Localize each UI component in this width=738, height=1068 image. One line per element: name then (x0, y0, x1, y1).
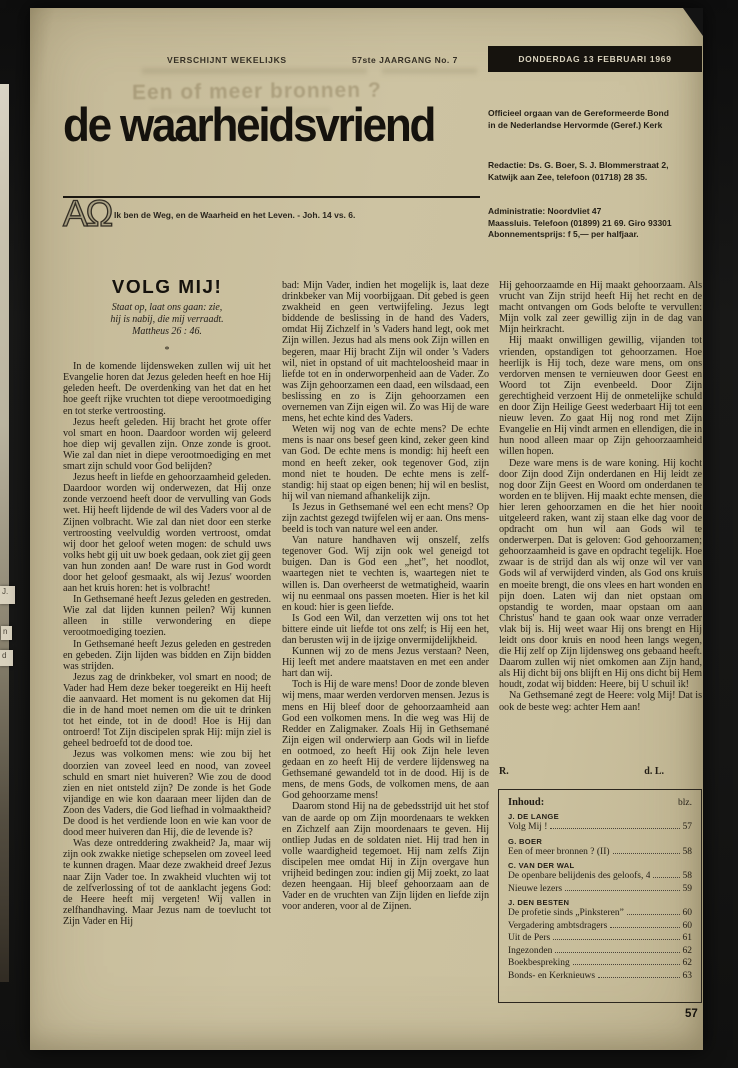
toc-entry-title: De profetie sinds „Pinksteren” (508, 908, 624, 918)
toc-entry-page: 60 (682, 920, 692, 931)
toc-entry-page: 61 (682, 933, 692, 943)
toc-entry (508, 970, 692, 983)
article-body-col1 (63, 361, 271, 927)
toc-entry-title: Boekbespreking (508, 958, 570, 968)
article-paragraph: Van nature handhaven wij onszelf, zelfs tegenover God. Wij zijn ook wel geneigd tot buigen. Dan is God een „het”, het noodlot, waartegen niet te vechten is, waartegen niet te willen is. Dan overheerst de wetmatigheid, waarin wij nu eenmaal ons passen moeten. Hier is het kil en koud: hier is geen liefde. (282, 535, 489, 613)
toc-entry-page: 58 (682, 871, 692, 881)
toc-entry (508, 846, 692, 859)
article-paragraph: Jezus zag de drinkbeker, vol smart en nood; de Vader had Hem deze beker toegereikt en Hij heeft die aanvaard. Het moment is nu gekomen dat Hij die in de hand moet nemen om die uit te drinken tot het einde, tot in de dood! Hoe is Hij dan ontroerd! Tot Zijn discipelen sprak Hij: mijn ziel is geheel bedroefd tot de dood toe. (63, 671, 271, 750)
article-paragraph: Deze ware mens is de ware koning. Hij kocht door Zijn dood Zijn onderdanen en Hij leidt ze nog door Zijn Geest en Woord om onderdanen te worden en te blijven. Hij maakt echte mensen, die hier leren gehoorzamen en die het hier nooit uitgeleerd raken, want zij staan elke dag voor de opdracht om hun wil aan Gods wil te onderwerpen. Dat is geloven: God gehoorzamen; gehoorzaamheid is gave en opdracht tegelijk. Hoe zwaar is de strijd dan als wij onze wil ver van Gods wil af verwijderd vinden, als God ons kruis en moeite brengt, die ons vlees en hart wonden en pijn doen. Laten wij dan niet opstaan om opstandig te worden, maar opstaan om aan Christus' hand te gaan ook waar onze verrader vlak bij is. Hij weet waar Hij ons brengt en Hij leidt ons door kruis en nood heen langs wegen, die Hij zelf op Zijn lijdensweg ons gebaand heeft. Daarom zullen wij niet omkomen aan Zijn hand, als Hij dicht bij ons blijft en Hij ons dicht bij Hem houdt, zodat wij bidden: Heere, bij U schuil ik! (499, 457, 702, 691)
article-paragraph: In de komende lijdensweken zullen wij uit het Evangelie horen dat Jezus geleden heeft en hoe Hij geleden heeft. De overdenking van het dat en het hoe geeft rijke vruchten tot diepe verootmoediging en tot sterke vertroosting. (63, 361, 271, 417)
toc-entry (508, 945, 692, 958)
ghost-showthrough-smudge (382, 68, 477, 74)
article-paragraph: Kunnen wij zo de mens Jezus verstaan? Neen, Hij leeft met andere maatstaven en met een ander hart dan wij. (282, 646, 489, 680)
article-title: VOLG MIJ! (111, 280, 223, 298)
masthead-rule (63, 196, 480, 198)
toc-entry-page: 57 (682, 822, 692, 832)
article-column-2 (282, 280, 489, 1016)
toc-entry-title: Nieuwe lezers (508, 883, 563, 894)
ghost-showthrough-text: Een of meer bronnen ? (131, 78, 382, 105)
page-corner-tear (683, 8, 703, 36)
administratie-line: Maassluis. Telefoon (01899) 21 69. Giro 93301 (488, 217, 672, 228)
toc-entry-title: Ingezonden (508, 945, 553, 956)
toc-entry-page: 58 (682, 846, 692, 857)
article-paragraph: bad: Mijn Vader, indien het mogelijk is, laat deze drinkbeker van Mij voorbijgaan. Dit gebed is geen zwakheid en geen vertwijfeling. Jezus legt biddende de beslissing in de hand des Vaders, omdat Hij Zichzelf in 's Vaders hand legt, ook met Zijn willen. Jezus had als mens ook Zijn willen en begeren, maar Hij bracht Zijn wil onder 's Vaders wil, niet in opstand of uit machteloosheid maar in liefde tot en in onderworpenheid aan de Vader. Zo was Zijn gehoorzamen een daad, een wilsdaad, een beslissing en zo is Zijn gehoorzamen een overnemen van Zijn eigen wil. Zo was Hij de ware mens, het echte kind des Vaders. (282, 280, 489, 425)
toc-author: G. BOER (508, 836, 543, 846)
section-divider: * (164, 345, 170, 357)
toc-entry-title: Volg Mij ! (508, 822, 548, 832)
article-paragraph: Is Jezus in Gethsemané wel een echt mens? Op zijn zachtst gezegd twijfelen wij er aan. Ons mens-beeld is toch van nature wel een ander. (282, 501, 489, 536)
official-organ-note (488, 108, 702, 131)
redactie-block (488, 160, 702, 183)
toc-entry-title: Uit de Pers (508, 933, 551, 943)
margin-fragment: n (1, 626, 12, 640)
toc-leader-dots (553, 932, 679, 940)
masthead-title: de waarheidsvriend (63, 98, 435, 152)
toc-entry-page: 63 (682, 970, 692, 981)
toc-entry-title: Bonds- en Kerknieuws (508, 970, 596, 981)
ghost-showthrough-smudge (142, 68, 367, 74)
toc-entry (508, 932, 692, 945)
date-banner: DONDERDAG 13 FEBRUARI 1969 (488, 46, 702, 72)
toc-entry-title: Vergadering ambtsdragers (508, 920, 608, 931)
toc-entry-page: 60 (682, 908, 692, 918)
publication-frequency: VERSCHIJNT WEKELIJKS (167, 55, 287, 65)
toc-leader-dots (565, 883, 679, 891)
toc-entry-title: Een of meer bronnen ? (II) (508, 846, 610, 857)
table-of-contents (498, 789, 702, 1003)
masthead-motto: Ik ben de Weg, en de Waarheid en het Leven. - Joh. 14 vs. 6. (114, 210, 356, 220)
magazine-page (30, 8, 703, 1050)
article-signatures (499, 766, 664, 777)
toc-entry (508, 957, 692, 970)
margin-fragment: J. (0, 586, 15, 604)
toc-entry-page: 62 (682, 945, 692, 956)
subtitle-line: Staat op, laat ons gaan: zie, (111, 302, 223, 314)
article-paragraph: In Gethsemané heeft Jezus geleden en gestreden en gebeden. Zijn lijden was bidden en Zijn bidden was strijden. (63, 638, 271, 672)
article-paragraph: In Gethsemané heeft Jezus geleden en gestreden. Wie zal dat lijden kunnen peilen? Wij kunnen alleen in stille verwondering en diepe verootmoediging toezien. (63, 594, 271, 639)
volume-issue: 57ste JAARGANG No. 7 (352, 55, 458, 65)
toc-entry (508, 821, 692, 834)
subtitle-line: hij is nabij, die mij verraadt. (110, 314, 224, 326)
organ-line: Officieel orgaan van de Gereformeerde Bond (488, 108, 669, 118)
article-column-1 (63, 280, 271, 1016)
article-paragraph: Daarom stond Hij na de gebedsstrijd uit het stof van de aarde op om Zijn moordenaars te wekken en Zichzelf aan Zijn moordenaars te geven. Hij ontliep Judas en de soldaten niet. Hij trad hen in volle waardigheid tegemoet. Hij nam zelfs Zijn discipelen mee omdat Hij in Zijn overgave hun vrijheid bedingen zou: indien gij Mij zoekt, zo laat dezen heengaan. Hij bleef gehoorzaam aan de Vader en de vruchten van Zijn lijden en liefde zijn voor anderen, voor al de Zijnen. (282, 801, 489, 913)
organ-line: in de Nederlandse Hervormde (Geref.) Kerk (488, 119, 663, 130)
article-paragraph: Toch is Hij de ware mens! Door de zonde bleven wij mens, maar werden verdorven mensen. Jezus is mens en Hij bleef door de gehoorzaamheid aan God een volkomen mens. In die weg was Hij de Redder en Zaligmaker. Zoals Hij in Gethsemané Zijn eigen wil onderwierp aan Gods wil in liefde en ootmoed, zo heeft Hij ook Zijn hele leven gedaan en zo heeft Hij de verdere lijdensweg na Gethsemané gewandeld tot in de dood. Hij is de mens, de mens Gods, de volkomen mens, de aan God gehoorzame mens! (282, 679, 489, 802)
toc-entry (508, 907, 692, 920)
toc-entry-page: 59 (682, 883, 692, 894)
toc-leader-dots (598, 970, 679, 978)
toc-author: J. DE LANGE (508, 812, 559, 821)
page-number: 57 (685, 1008, 698, 1020)
toc-leader-dots (653, 870, 679, 878)
redactie-line: Katwijk aan Zee, telefoon (01718) 28 35. (488, 171, 648, 182)
article-subtitle (63, 302, 271, 338)
administratie-line: Administratie: Noordvliet 47 (488, 206, 602, 216)
toc-title: Inhoud: (508, 797, 545, 808)
article-paragraph: Hij maakt onwilligen gewillig, vijanden tot vrienden, opstandigen tot gehoorzamen. Hoe heerlijk is Hij toch, deze ware mens, om ons verdorven mensen te vernieuwen door Geest en Woord tot Zijn evenbeeld. Door Zijn gerechtigheid verzoent Hij de onmetelijke schuld en door Zijn Heilige Geest wederbaart Hij tot een nieuw leven. Zo gaat Hij nog rond met Zijn Evangelie en Hij vindt armen en ellendigen, die in hun nood alleen maar op Zijn gehoorzaamheid willen hopen. (499, 335, 702, 458)
toc-header (508, 797, 692, 808)
administratie-line: Abonnementsprijs: f 5,— per halfjaar. (488, 229, 639, 239)
toc-entry (508, 883, 692, 896)
margin-fragment: d (0, 650, 13, 666)
toc-entry-title: De openbare belijdenis des geloofs, 4 (508, 871, 651, 881)
article-paragraph: Hij gehoorzaamde en Hij maakt gehoorzaam. Als vrucht van Zijn strijd heeft Hij het recht en de macht ontvangen om Gods belofte te vervullen: Mijn volk zal zeer gewillig zijn in de dag van Mijn heirkracht. (499, 280, 702, 336)
toc-leader-dots (610, 920, 679, 928)
toc-leader-dots (613, 846, 680, 854)
article-paragraph: Jezus heeft geleden. Hij bracht het grote offer vol smart en hoon. Daardoor worden wij geleerd hoe diep wij gevallen zijn. Onze zonde is groot. Wie zal dan niet in diepe verootmoediging en met smart zijn schuld voor God belijden? (63, 416, 271, 473)
toc-entry-page: 62 (682, 958, 692, 968)
toc-entry (508, 870, 692, 883)
toc-leader-dots (555, 945, 679, 953)
signature-author: d. L. (644, 766, 664, 777)
article-paragraph: Is God een Wil, dan verzetten wij ons tot het bittere einde uit liefde tot ons zelf; is Hij een het, dan berusten wij in de ijzige onvermijdelijkheid. (282, 612, 489, 646)
toc-leader-dots (627, 907, 680, 915)
toc-author: C. VAN DER WAL (508, 861, 575, 870)
alpha-omega-icon: ΑΩ (63, 193, 112, 234)
article-column-3 (499, 280, 702, 758)
administratie-block (488, 206, 702, 241)
toc-leader-dots (573, 957, 680, 965)
article-paragraph: Jezus heeft in liefde en gehoorzaamheid geleden. Daardoor worden wij onderwezen, dat Hij onze zonde verzoend heeft door de vervulling van Gods wet. Hij heeft lijdende de wil des Vaders voor al de Zijnen volbracht. Wie zal dan niet door een sterke vertroosting veelvuldig worden vertroost, omdat wij door het geloof weten mogen: de schuld uws volks hebt gij uit uw boek gedaan, ook ziet gij geen van hun zonden aan! De ware rust in God wordt door het geloof gesmaakt, als wij Jezus' woorden aan het kruis horen: het is volbracht! (63, 472, 271, 595)
toc-author: J. DEN BESTEN (508, 898, 570, 907)
signature-initial: R. (499, 766, 509, 777)
adjacent-page-edge (0, 84, 9, 982)
redactie-line: Redactie: Ds. G. Boer, S. J. Blommerstraat 2, (488, 160, 669, 170)
article-paragraph: Jezus was volkomen mens: wie zou bij het doorzien van zoveel leed en nood, van zoveel schuld en smart niet huiveren? Wie zou de dood zien en niet ontsteld zijn? De zonde is het Gode vijandige en wie kon daaraan meer lijden dan de Zoon des Vaders, die God liefhad in volmaaktheid? De dood is het verdiende loon en wie kan voor de dood meer huiveren dan Hij, die de levende is? (63, 749, 271, 839)
toc-page-label: blz. (678, 798, 692, 808)
subtitle-line: Mattheus 26 : 46. (132, 326, 202, 338)
article-paragraph: Weten wij nog van de echte mens? De echte mens is naar ons besef geen kind, zeker geen kind van God. De echte mens is mondig: hij heeft een mond en heeft zeker, ook tegenover God, zijn mond niet te houden. De echte mens is zelf-standig: hij staat op eigen benen; hij wil en beslist, hij wil van niemand afhankelijk zijn. (282, 424, 489, 502)
toc-entries (508, 812, 692, 982)
toc-entry (508, 920, 692, 933)
toc-leader-dots (550, 821, 679, 829)
article-paragraph: Na Gethsemané zegt de Heere: volg Mij! Dat is ook de beste weg: achter Hem aan! (499, 690, 702, 713)
article-paragraph: Was deze ontreddering zwakheid? Ja, maar wij zijn ook zwakke nietige schepselen om zoveel leed te kunnen dragen. Maar deze zwakheid dreef Jezus naar Zijn Vader toe. In zwakheid vluchten wij tot de zelfverlossing of tot de aanklacht jegens God: de Heere heeft mij vergeten! Wij vallen in zelfhandhaving. Maar Jezus nam de toevlucht tot Zijn Vader en Hij (63, 838, 271, 927)
